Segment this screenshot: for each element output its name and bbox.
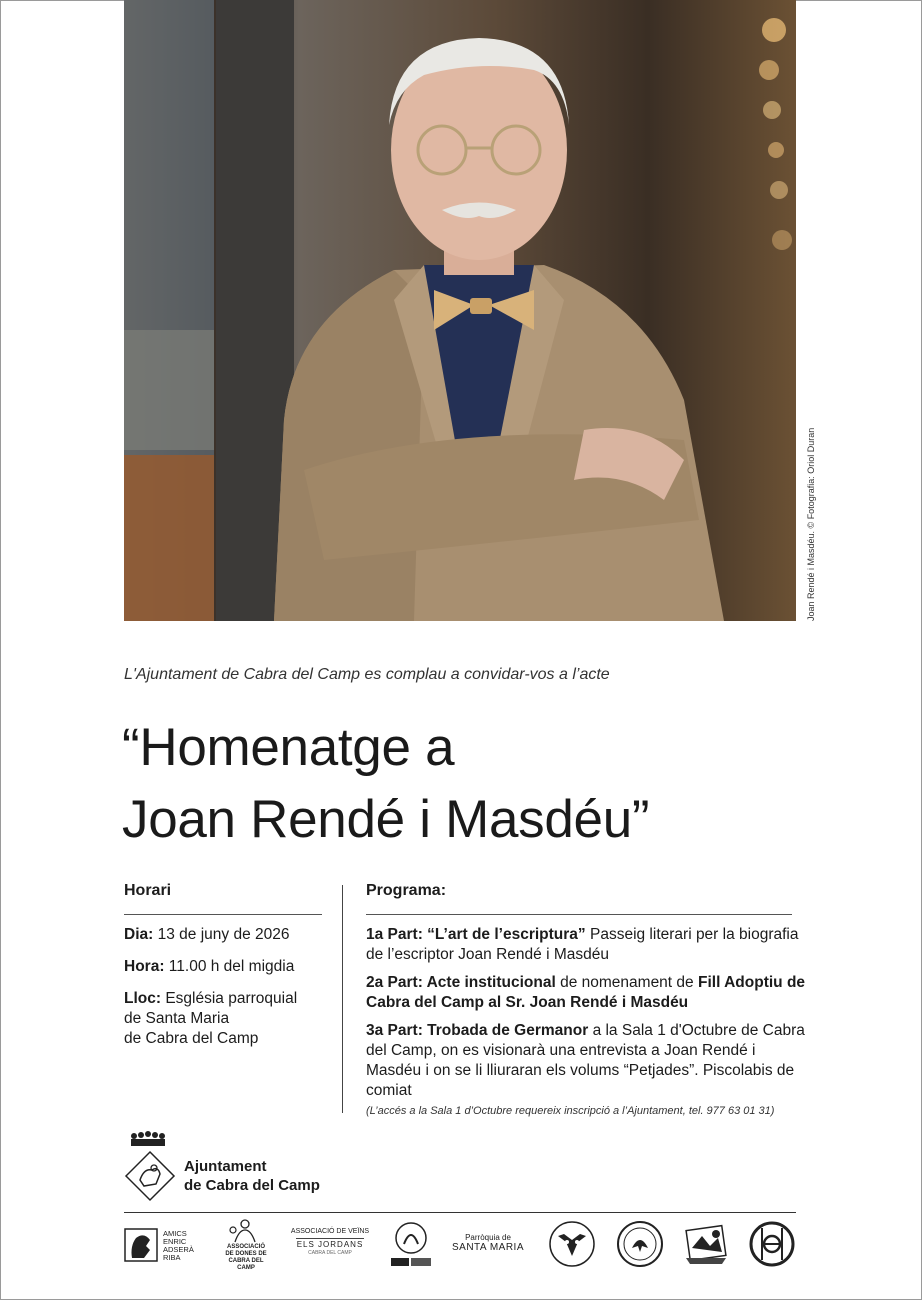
event-title-line-2: Joan Rendé i Masdéu” <box>122 790 650 849</box>
place-label: Lloc: <box>124 990 162 1007</box>
part-2-label: 2a Part: Acte institucional <box>366 974 556 991</box>
column-divider <box>342 885 343 1113</box>
program-part-1 <box>366 925 806 965</box>
parroquia-line-2: SANTA MARIA <box>452 1242 524 1253</box>
program-part-2 <box>366 973 806 1013</box>
amics-line-2: ENRIC <box>163 1237 187 1246</box>
amics-label <box>163 1230 203 1262</box>
dones-line-3: CABRA DEL CAMP <box>228 1258 264 1271</box>
devil-mask-icon <box>546 1218 598 1270</box>
organizer-line-2: de Cabra del Camp <box>184 1177 320 1194</box>
parroquia-line-1: Parròquia de <box>465 1233 511 1242</box>
women-figures-icon <box>225 1218 265 1244</box>
program-part-3 <box>366 1021 806 1101</box>
part-3-label: 3a Part: Trobada de Germanor <box>366 1022 589 1039</box>
invitation-intro: L'Ajuntament de Cabra del Camp es complau a convidar-vos a l’acte <box>124 666 610 683</box>
logo-devils-group <box>546 1218 598 1274</box>
bird-badge-icon <box>616 1218 664 1270</box>
date-label: Dia: <box>124 926 154 943</box>
veins-line-1: ASSOCIACIÓ DE VEÏNS <box>290 1228 370 1235</box>
dones-label <box>220 1244 272 1272</box>
program-heading: Programa: <box>366 882 447 899</box>
club-emblem-icon <box>388 1218 434 1270</box>
program-section <box>366 882 806 1117</box>
logo-illustrated-group <box>680 1218 732 1274</box>
municipal-shield-icon <box>124 1150 176 1202</box>
sponsor-logos <box>124 1218 796 1274</box>
sponsors-rule <box>124 1212 796 1213</box>
part-1-text: Passeig literari per la biografia de l’escriptor Joan Rendé i Masdéu <box>366 926 799 963</box>
face-profile-icon <box>124 1228 158 1262</box>
logo-bird-society <box>616 1218 664 1274</box>
portrait-photo <box>124 0 796 621</box>
access-note: (L’accés a la Sala 1 d’Octubre requereix inscripció a l’Ajuntament, tel. 977 63 01 31) <box>366 1105 775 1117</box>
place-value-line-3: de Cabra del Camp <box>124 1030 259 1047</box>
monogram-icon <box>748 1218 796 1270</box>
schedule-place <box>124 989 324 1049</box>
schedule-section <box>124 882 324 1061</box>
amics-line-3: ADSERÀ <box>163 1245 194 1254</box>
part-1-label: 1a Part: “L’art de l’escriptura” <box>366 926 586 943</box>
portrait-illustration <box>124 0 796 621</box>
veins-line-2: ELS JORDANS <box>296 1240 364 1249</box>
logo-associacio-veins <box>290 1228 370 1284</box>
schedule-date <box>124 925 324 945</box>
logo-cultural-club <box>388 1218 434 1274</box>
schedule-time <box>124 957 324 977</box>
date-value: 13 de juny de 2026 <box>157 926 290 943</box>
program-rule <box>366 914 792 915</box>
illustrated-emblem-icon <box>680 1218 732 1270</box>
logo-circular-monogram <box>748 1218 796 1274</box>
logo-parroquia-santa-maria <box>448 1234 528 1290</box>
place-value-line-1: Església parroquial <box>165 990 298 1007</box>
schedule-heading: Horari <box>124 882 172 899</box>
veins-rule <box>296 1238 364 1239</box>
crown-icon <box>130 1131 166 1147</box>
logo-associacio-dones <box>216 1218 274 1274</box>
organizer-name <box>184 1157 320 1195</box>
event-title-line-1: “Homenatge a <box>122 718 455 777</box>
amics-line-1: AMICS <box>163 1229 187 1238</box>
amics-line-4: RIBA <box>163 1253 181 1262</box>
event-title <box>122 712 649 856</box>
part-2-bold: Fill Adoptiu de Cabra del Camp al Sr. Joan Rendé i Masdéu <box>366 974 806 1011</box>
time-value: 11.00 h del migdia <box>168 958 295 975</box>
organizer-line-1: Ajuntament <box>184 1158 267 1175</box>
place-value-line-2: de Santa Maria <box>124 1010 230 1027</box>
dones-line-1: ASSOCIACIÓ <box>226 1244 265 1250</box>
part-2-text: de nomenament de <box>560 974 694 991</box>
photo-credit: Joan Rendé i Masdéu. © Fotografia: Oriol Duran <box>806 427 816 621</box>
veins-line-3: CABRA DEL CAMP <box>308 1250 352 1256</box>
time-label: Hora: <box>124 958 165 975</box>
part-3-text: a la Sala 1 d'Octubre de Cabra del Camp, on es visionarà una entrevista a Joan Rendé i Masdéu i on se li lliuraran els volums “Petjades”. Piscolabis de comiat <box>366 1022 805 1099</box>
schedule-rule <box>124 914 322 915</box>
dones-line-2: DE DONES DE <box>225 1251 267 1257</box>
